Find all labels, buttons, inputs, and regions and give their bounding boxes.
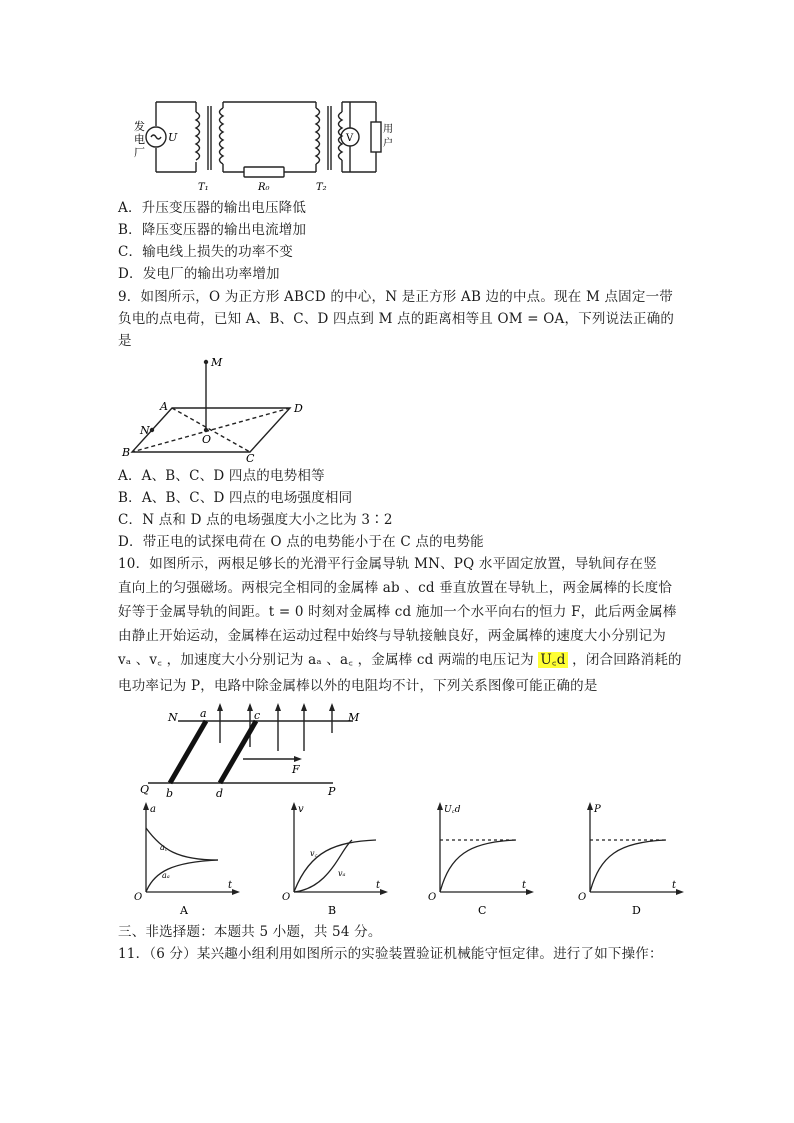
- generator-label-1: 发: [134, 120, 145, 133]
- q8-option-b: B．降压变压器的输出电流增加: [118, 222, 307, 238]
- point-n-label: N: [140, 424, 150, 437]
- q8-option-d: D．发电厂的输出功率增加: [118, 266, 280, 282]
- r0-label: R₀: [258, 182, 270, 193]
- graph-a-curve-ac: a꜀: [160, 843, 168, 852]
- graph-a-curve-aa: aₐ: [162, 871, 170, 880]
- rod-d-label: d: [216, 787, 224, 799]
- generator-label-2: 电: [134, 133, 145, 146]
- generator-label-3: 厂: [134, 146, 145, 159]
- user-label-2: 户: [383, 138, 393, 149]
- graph-c-letter: C: [478, 904, 487, 917]
- force-f-label: F: [292, 763, 300, 776]
- square-charge-figure: [120, 352, 310, 462]
- user-label-1: 用: [383, 124, 393, 135]
- graph-c-y-axis: U꜀d: [444, 805, 461, 815]
- rail-figure: [138, 703, 378, 799]
- graph-d-x-axis: t: [672, 880, 677, 891]
- graph-b-y-axis: v: [298, 804, 304, 815]
- graph-b-curve-vc: v꜀: [310, 849, 318, 858]
- t2-label: T₂: [316, 182, 327, 193]
- q9-stem-line-2: 负电的点电荷，已知 A、B、C、D 四点到 M 点的距离相等且 OM = OA，下列说法正确的: [118, 311, 675, 327]
- graph-d-y-axis: P: [594, 804, 601, 815]
- q9-stem-line-3: 是: [118, 333, 132, 349]
- graph-a-y-axis: a: [150, 804, 156, 815]
- q9-option-c: C．N 点和 D 点的电场强度大小之比为 3∶2: [118, 512, 393, 528]
- graph-a-origin: O: [134, 892, 143, 903]
- q10-stem-line-3: 好等于金属导轨的间距。t = 0 时刻对金属棒 cd 施加一个水平向右的恒力 F，此后两金属棒: [118, 604, 677, 620]
- voltmeter-label: V: [346, 133, 354, 144]
- highlighted-ucd: U꜀d: [540, 652, 566, 668]
- q11-stem: 11．（6 分）某兴趣小组利用如图所示的实验装置验证机械能守恒定律。进行了如下操作：: [118, 946, 663, 962]
- q8-option-a: A．升压变压器的输出电压降低: [118, 200, 307, 216]
- q8-option-c: C．输电线上损失的功率不变: [118, 244, 293, 260]
- q9-stem-line-1: 9．如图所示，O 为正方形 ABCD 的中心，N 是正方形 AB 边的中点。现在 M 点固定一带: [118, 289, 673, 305]
- section-3-heading: 三、非选择题：本题共 5 小题，共 54 分。: [118, 924, 382, 940]
- q10-stem-line-2: 直向上的匀强磁场。两根完全相同的金属棒 ab 、cd 垂直放置在导轨上，两金属棒的长度恰: [118, 580, 673, 596]
- graph-b-letter: B: [328, 904, 337, 917]
- point-c-label: C: [246, 452, 255, 462]
- graph-b-origin: O: [282, 892, 291, 903]
- q10-stem-line-5: [118, 650, 682, 670]
- graph-c: [426, 800, 536, 918]
- graph-d-letter: D: [632, 904, 641, 917]
- point-a-label: A: [160, 400, 168, 413]
- graph-b-curve-va: vₐ: [338, 869, 346, 878]
- transmission-circuit-figure: [120, 92, 400, 198]
- q9-option-b: B．A、B、C、D 四点的电场强度相同: [118, 490, 353, 506]
- q10-stem-line-6: 电功率记为 P，电路中除金属棒以外的电阻均不计，下列关系图像可能正确的是: [118, 678, 598, 694]
- q10-line5-part1: vₐ 、v꜀ ，加速度大小分别记为 aₐ 、a꜀ ，金属棒 cd 两端的电压记为: [118, 652, 539, 668]
- graph-a-x-axis: t: [228, 880, 233, 891]
- graph-a-letter: A: [180, 904, 188, 917]
- q10-line5-part2: ，闭合回路消耗的: [567, 652, 682, 668]
- rail-q-label: Q: [140, 783, 150, 796]
- source-voltage-label: U: [168, 131, 178, 144]
- q9-option-d: D．带正电的试探电荷在 O 点的电势能小于在 C 点的电势能: [118, 534, 484, 550]
- point-m-label: M: [211, 356, 223, 369]
- point-o-label: O: [202, 433, 212, 446]
- q10-stem-line-4: 由静止开始运动，金属棒在运动过程中始终与导轨接触良好，两金属棒的速度大小分别记为: [118, 628, 666, 644]
- rod-c-label: c: [254, 709, 261, 722]
- rod-a-label: a: [200, 707, 207, 720]
- graph-b-x-axis: t: [376, 880, 381, 891]
- graph-c-x-axis: t: [522, 880, 527, 891]
- graph-d: [576, 800, 686, 918]
- point-b-label: B: [122, 446, 131, 459]
- t1-label: T₁: [198, 182, 209, 193]
- graph-a: [132, 800, 242, 918]
- rail-m-label: M: [348, 711, 360, 724]
- graph-b: [280, 800, 390, 918]
- graph-c-origin: O: [428, 892, 437, 903]
- rail-n-label: N: [168, 711, 178, 724]
- q10-stem-line-1: 10．如图所示，两根足够长的光滑平行金属导轨 MN、PQ 水平固定放置，导轨间存在竖: [118, 556, 657, 572]
- point-d-label: D: [294, 402, 303, 415]
- q9-option-a: A．A、B、C、D 四点的电势相等: [118, 468, 325, 484]
- graph-d-origin: O: [578, 892, 587, 903]
- rail-p-label: P: [328, 785, 336, 798]
- rod-b-label: b: [166, 787, 174, 799]
